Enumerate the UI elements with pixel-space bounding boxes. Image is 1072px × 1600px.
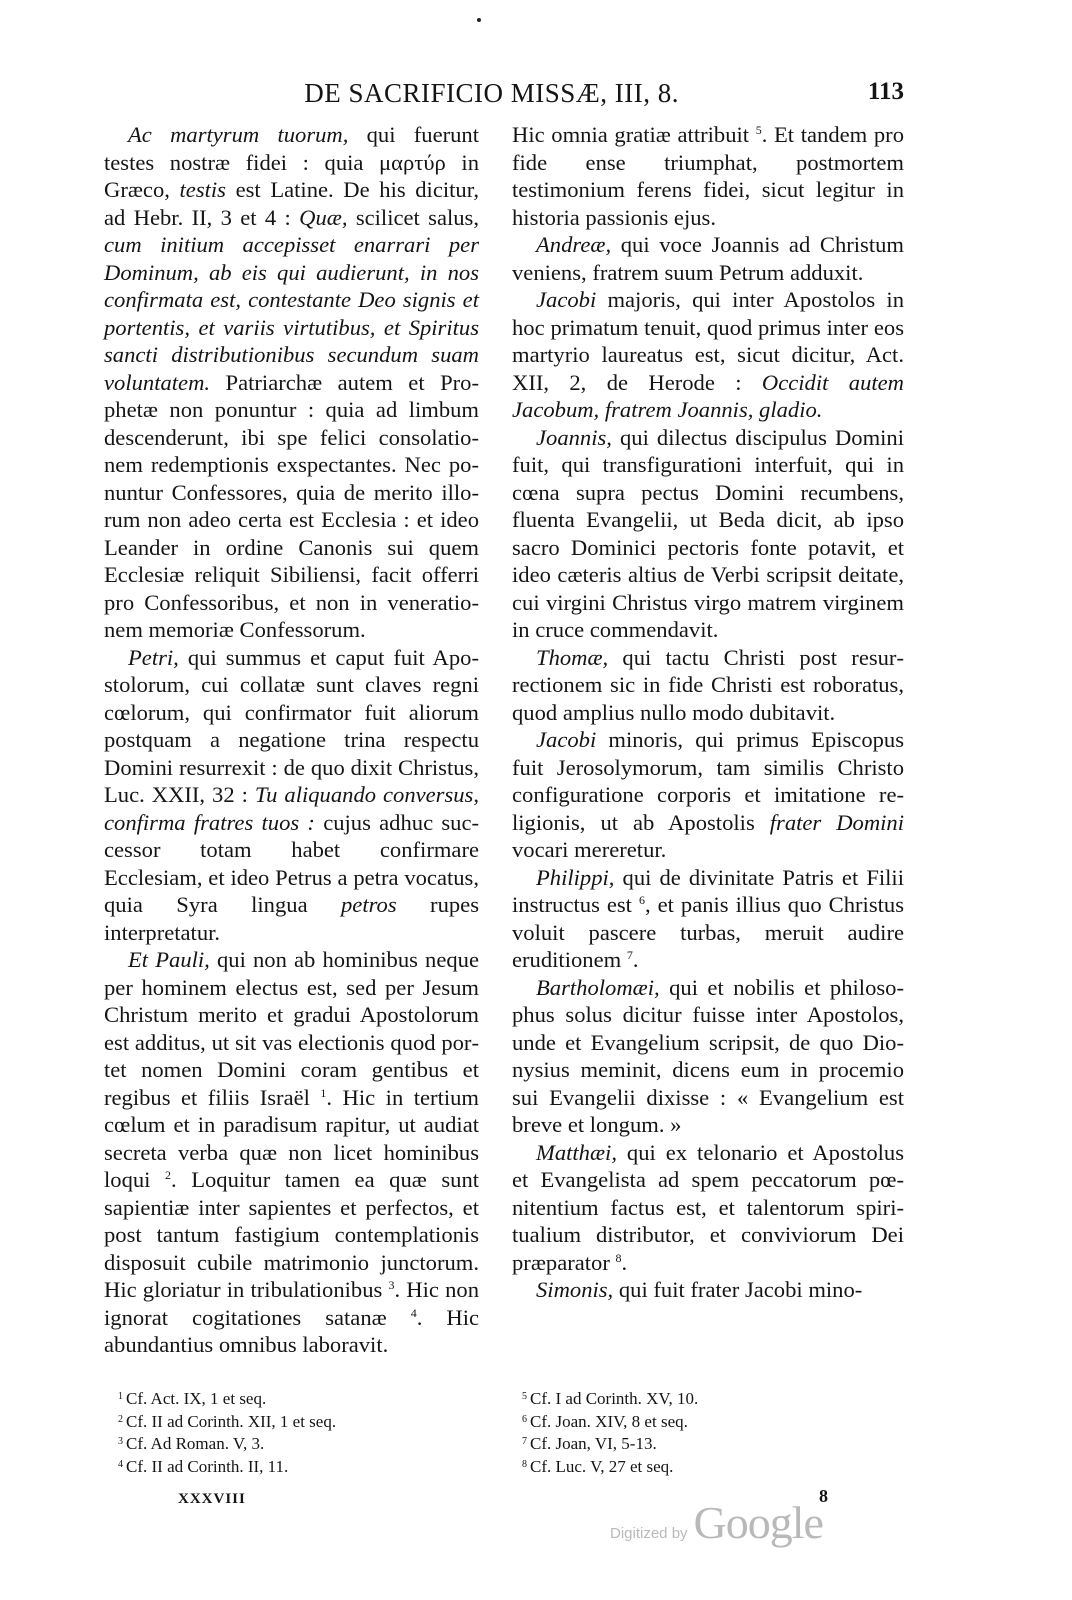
text-span: Patriarchæ autem et Prophetæ non ponuntur : quia ad limbum descenderunt, ibi spe felici consolationem redemptionis exspectantes. Nec ponuntur Confessores, quia de merito illorum non adeo certa est Ecclesia : et ideo Leander in ordine Canonis sui quem Ecclesiæ reliquit Sibiliensi, facit offerri pro Confessoribus, et non in venerationem memoriæ Confessorum. <box>104 369 479 642</box>
italic-span: Ac martyrum tuorum, <box>128 122 349 147</box>
footnote-text: Cf. I ad Corinth. XV, 10. <box>530 1389 699 1408</box>
italic-span: Quæ, <box>299 204 348 230</box>
text-span: qui non ab hominibus neque per hominem electus est, sed per Jesum Christum merito et gradui Apostolorum est additus, ut sit vas electionis quod portet nomen Domini coram gentibus et regibus et filiis Israël <box>104 947 479 1110</box>
footnote-text: Cf. II ad Corinth. II, 11. <box>126 1456 289 1476</box>
footnote <box>522 1388 882 1411</box>
text-span: . <box>632 947 639 972</box>
footnote-mark: 5 <box>522 1391 527 1402</box>
text-span: . Hic in tertium cœlum et in paradisum rapitur, ut audiat secreta verba quæ non licet hominibus loqui <box>104 1084 479 1192</box>
footnotes-left <box>118 1388 478 1478</box>
italic-span: cum initium accepisset enarrari per Dominum, ab eis qui audierunt, in nos confirmata est, contestante Deo signis et portentis, et variis virtutibus, et Spiritus sancti distributionibus secundum suam voluntatem. <box>104 232 479 395</box>
paragraph <box>512 1139 904 1277</box>
text-span: qui tactu Christi post resurrectionem sic in fide Christi est roboratus, quod amplius nullo modo dubitavit. <box>512 644 904 725</box>
footnote-ref: 3 <box>388 1278 395 1292</box>
text-span: qui voce Joannis ad Christum veniens, fratrem suum Petrum adduxit. <box>512 232 904 285</box>
text-span: . Hic non ignorat cogitationes satanæ <box>104 1277 479 1330</box>
text-span: rupes interpretatur. <box>104 892 479 945</box>
paragraph <box>512 644 904 727</box>
text-span: qui ex telonario et Apostolus et Evangelista ad spem peccatorum pœnitentium factus est, et talentorum spiritualium distributor, et conviviorum Dei præparator <box>512 1139 904 1275</box>
paragraph <box>104 644 479 947</box>
text-span: . Loquitur tamen ea quæ sunt sapientiæ inter sapientes et perfectos, et post tantum fastigium contemplationis disposuit cubile matrimonio junctorum. Hic gloriatur in tribulationibus <box>104 1167 480 1302</box>
paragraph <box>512 974 904 1139</box>
footnote-mark: 4 <box>118 1458 123 1470</box>
paragraph <box>104 121 479 644</box>
google-logo: Google <box>693 1497 823 1548</box>
footnote <box>118 1411 478 1434</box>
footnote <box>522 1411 882 1434</box>
italic-span: Jacobi <box>536 287 597 312</box>
footnote-mark: 1 <box>118 1391 123 1402</box>
italic-span: Simonis, <box>536 1277 614 1302</box>
text-span: . <box>621 1249 628 1275</box>
footnote-text: Cf. Act. IX, 1 et seq. <box>126 1389 267 1408</box>
paragraph <box>512 121 904 231</box>
signature-mark: XXXVIII <box>178 1491 246 1507</box>
footnote <box>118 1456 478 1479</box>
running-header-title: DE SACRIFICIO MISSÆ, III, 8. <box>304 78 679 108</box>
text-span: . Et tandem pro fide ense triumphat, postmortem testimonium ferens fidei, sicut legitur in historia passionis ejus. <box>512 122 904 230</box>
text-span: qui et nobilis et philosophus solus dicitur fuisse inter Apostolos, unde et Evangelium scripsit, de quo Dionysius meminit, dicens eum in procemio sui Evangelii dixisse : « Evangelium est breve et longum. » <box>512 974 904 1137</box>
italic-span: frater Domini <box>769 809 905 835</box>
footnote-ref: 7 <box>626 948 633 962</box>
footnote-mark: 6 <box>522 1413 527 1425</box>
footnote-text: Cf. Ad Roman. V, 3. <box>126 1434 265 1453</box>
italic-span: Et Pauli, <box>128 947 210 972</box>
paragraph <box>512 1276 904 1304</box>
footnote-ref: 6 <box>638 893 645 907</box>
italic-span: Tu aliquando conversus, confirma fratres tuos : <box>104 782 479 835</box>
text-span: scilicet salus, <box>347 204 479 230</box>
footnote <box>118 1433 478 1456</box>
footnotes-right <box>522 1388 882 1478</box>
footnote-text: Cf. II ad Corinth. XII, 1 et seq. <box>126 1411 337 1431</box>
text-span: qui summus et caput fuit Apostolorum, cui collatæ sunt claves regni cœlorum, qui confirmator fuit aliorum postquam a negatione trina respectu Domini resurrexit : de quo dixit Christus, Luc. XXII, 32 : <box>104 644 479 807</box>
left-text-column <box>104 121 479 1359</box>
paragraph <box>512 864 904 974</box>
italic-span: Occidit autem Jacobum, fratrem Joannis, gladio. <box>512 369 904 422</box>
page-number: 113 <box>867 78 904 105</box>
footnote <box>118 1388 478 1411</box>
text-span: cujus adhuc successor totam habet confirmare Ecclesiam, et ideo Petrus a petra vocatus, quia Syra lingua <box>104 809 479 917</box>
footnote-ref: 5 <box>755 123 762 137</box>
text-span: . Hic abundantius omnibus laboravit. <box>104 1304 480 1357</box>
footnote-text: Cf. Joan. XIV, 8 et seq. <box>530 1411 688 1431</box>
italic-span: Petri, <box>128 644 179 670</box>
footnote-ref: 4 <box>410 1305 417 1320</box>
paragraph <box>512 424 904 644</box>
running-header <box>0 78 1012 109</box>
footnote-text: Cf. Luc. V, 27 et seq. <box>530 1456 674 1476</box>
text-span: qui fuerunt testes nostræ fidei : quia μαρτύρ in Græco, <box>104 122 479 202</box>
italic-span: Thomæ, <box>536 644 609 670</box>
italic-span: Matthæi, <box>536 1139 617 1165</box>
footnote <box>522 1456 882 1479</box>
text-span: est Latine. De his dicitur, ad Hebr. II, 3 et 4 : <box>104 177 479 230</box>
italic-span: petros <box>341 892 397 917</box>
text-span: qui de divinitate Patris et Filii instructus est <box>512 864 904 917</box>
printer-dot <box>477 18 481 22</box>
italic-span: Philippi, <box>536 864 615 890</box>
italic-span: Bartholomæi, <box>536 974 660 1000</box>
footnote <box>522 1433 882 1456</box>
digitized-watermark <box>610 1496 823 1549</box>
footnote-mark: 3 <box>118 1436 123 1447</box>
footnote-ref: 1 <box>320 1085 327 1100</box>
text-span: majoris, qui inter Apostolos in hoc primatum tenuit, quod primus inter eos martyrio laureatus est, sicut dicitur, Act. XII, 2, de Herode : <box>512 287 904 395</box>
text-span: vocari mereretur. <box>512 837 667 862</box>
footnote-mark: 8 <box>522 1458 527 1470</box>
footnote-mark: 2 <box>118 1413 123 1425</box>
text-span: Hic omnia gratiæ attribuit <box>512 122 756 147</box>
text-span: qui dilectus discipulus Domini fuit, qui transfigurationi interfuit, qui in cœna supra pectus Domini recumbens, fluenta Evangelii, ut Beda dicit, ab ipso sacro Dominici pectoris fonte potavit, et ideo cæteris altius de Verbi scripsit deitate, cui virgini Christus virgo matrem virginem in cruce commendavit. <box>512 424 904 642</box>
italic-span: Joannis, <box>536 424 612 450</box>
sheet-number: 8 <box>819 1486 828 1506</box>
footnote-ref: 2 <box>165 1168 171 1182</box>
text-span: minoris, qui primus Episcopus fuit Jerosolymorum, tam similis Christo configuratione corporis et imitatione religionis, ut ab Apostolis <box>512 727 904 835</box>
footnote-text: Cf. Joan, VI, 5-13. <box>530 1434 657 1453</box>
italic-span: testis <box>179 177 226 202</box>
paragraph <box>512 726 904 864</box>
footnote-ref: 8 <box>615 1250 622 1265</box>
watermark-text: Digitized by <box>610 1525 688 1542</box>
paragraph <box>512 231 904 286</box>
paragraph <box>104 946 479 1359</box>
text-span: , et panis illius quo Christus voluit pascere turbas, meruit audire eruditionem <box>512 892 904 972</box>
italic-span: Andreæ, <box>536 232 612 257</box>
footnote-mark: 7 <box>522 1436 527 1447</box>
paragraph <box>512 286 904 424</box>
text-span: qui fuit frater Jacobi mino- <box>613 1277 863 1302</box>
italic-span: Jacobi <box>536 727 597 752</box>
right-text-column <box>512 121 904 1304</box>
